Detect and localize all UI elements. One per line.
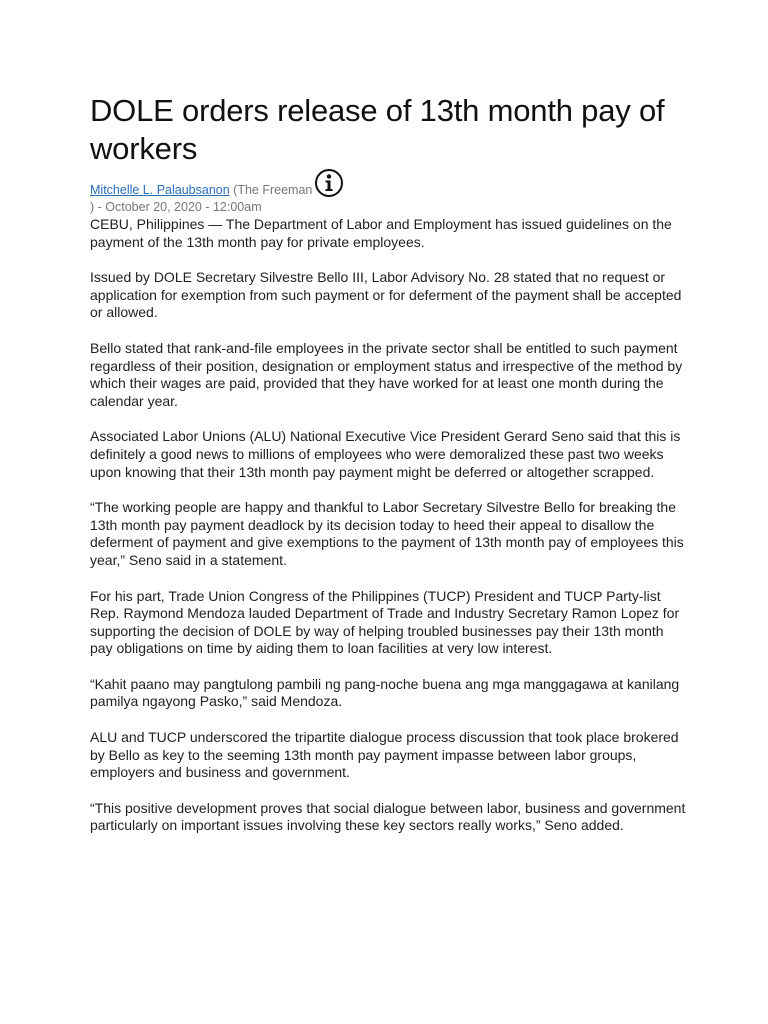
article-body [90,216,690,835]
paragraph: “The working people are happy and thankful to Labor Secretary Silvestre Bello for breaking the 13th month pay payment deadlock by its decision today to heed their appeal to disallow the deferment of payment and give exemptions to the payment of 13th month pay of employees this year,” Seno said in a statement. [90,499,684,568]
paragraph: ALU and TUCP underscored the tripartite dialogue process discussion that took place brokered by Bello as key to the seeming 13th month pay payment impasse between labor groups, employers and business and government. [90,729,679,781]
info-circle-icon[interactable] [314,168,344,198]
paragraph: CEBU, Philippines — The Department of Labor and Employment has issued guidelines on the payment of the 13th month pay for private employees. [90,216,672,250]
date-line: ) - October 20, 2020 - 12:00am [90,200,262,214]
source-label: (The Freeman [233,183,313,197]
article [90,92,690,853]
byline [90,182,690,216]
paragraph: Associated Labor Unions (ALU) National Executive Vice President Gerard Seno said that this is definitely a good news to millions of employees who were demoralized these past two weeks upon knowing that their 13th month pay payment might be deferred or altogether scrapped. [90,428,681,480]
author-link[interactable]: Mitchelle L. Palaubsanon [90,183,230,197]
paragraph: Bello stated that rank-and-file employees in the private sector shall be entitled to such payment regardless of their position, designation or employment status and irrespective of the method by which their wages are paid, provided that they have worked for at least one month during the calendar year. [90,339,683,409]
paragraph: “This positive development proves that social dialogue between labor, business and government particularly on important issues involving these key sectors really works,” Seno added. [90,799,686,834]
article-title: DOLE orders release of 13th month pay of workers [90,93,665,166]
paragraph: “Kahit paano may pangtulong pambili ng pang-noche buena ang mga manggagawa at kanilang pamilya ngayong Pasko,” said Mendoza. [90,675,680,710]
paragraph: For his part, Trade Union Congress of the Philippines (TUCP) President and TUCP Party-list Rep. Raymond Mendoza lauded Department of Trade and Industry Secretary Ramon Lopez for supporting the decision of DOLE by way of helping troubled businesses pay their 13th month pay obligations on time by aiding them to loan facilities at very low interest. [90,587,680,657]
paragraph: Issued by DOLE Secretary Silvestre Bello III, Labor Advisory No. 28 stated that no request or application for exemption from such payment or for deferment of the payment shall be accepted or allowed. [90,269,682,321]
